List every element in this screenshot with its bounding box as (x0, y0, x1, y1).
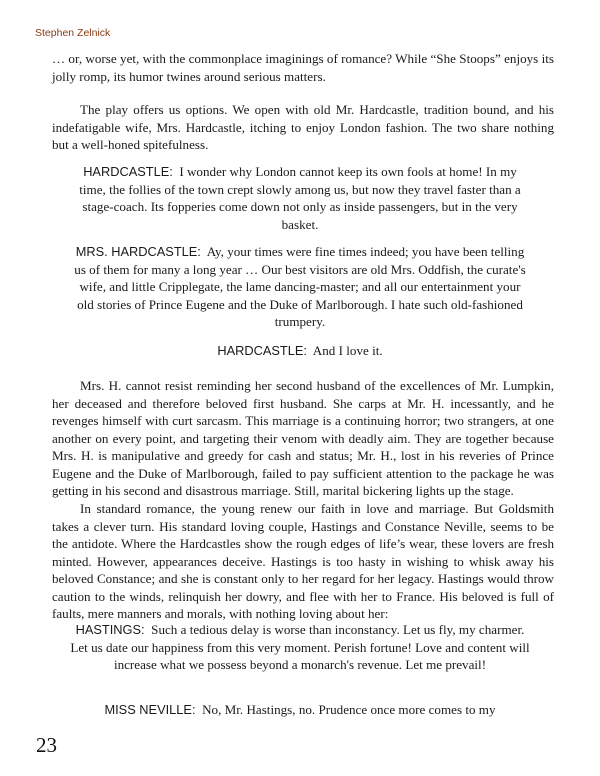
body-paragraph: In standard romance, the young renew our faith in love and marriage. But Goldsmith takes a clever turn. His standard loving couple, Hastings and Constance Neville, seems to be the antidote. Where the Hardcastles show the rough edges of life’s wear, these lovers are fresh minted. However, appearances deceive. Hastings is too hasty in wishing to whisk away his beloved Constance; and she is constant only to her regard for her legacy. Hastings would throw caution to the winds, relinquish her dowry, and flee with her to France. His beloved is full of faults, mere manners and morals, with nothing loving about her: (52, 501, 554, 621)
dialogue-text: I wonder why London cannot keep its own fools at home! In my time, the follies of the town crept slowly among us, but now they travel faster than a stage-coach. Its fopperies come down not only as inside passengers, but in the very basket. (79, 164, 521, 232)
speaker-name: MRS. HARDCASTLE: (75, 244, 201, 259)
speaker-name: HARDCASTLE: (83, 164, 173, 179)
dialogue-quote (70, 621, 530, 674)
dialogue-text: Such a tedious delay is worse than inconstancy. Let us fly, my charmer. Let us date our happiness from this very moment. Perish fortune! Love and content will increase what we possess beyond a monarch's revenue. Let me prevail! (70, 622, 530, 672)
speaker-name: HASTINGS: (75, 622, 145, 637)
dialogue-quote (70, 342, 530, 360)
speaker-name: MISS NEVILLE: (104, 702, 196, 717)
body-paragraph: … or, worse yet, with the commonplace imaginings of romance? While “She Stoops” enjoys its jolly romp, its humor twines around serious matters. (52, 51, 554, 84)
dialogue-quote (70, 243, 530, 331)
dialogue-quote (70, 701, 530, 719)
dialogue-quote (70, 163, 530, 233)
page-number: 23 (36, 733, 57, 757)
running-header-author: Stephen Zelnick (35, 27, 111, 39)
body-paragraph: The play offers us options. We open with old Mr. Hardcastle, tradition bound, and his indefatigable wife, Mrs. Hardcastle, itching to enjoy London fashion. The two share nothing but a well-honed spitefulness. (52, 102, 554, 152)
dialogue-text: And I love it. (312, 343, 383, 358)
speaker-name: HARDCASTLE: (217, 343, 307, 358)
dialogue-text: Ay, your times were fine times indeed; you have been telling us of them for many a long year … Our best visitors are old Mrs. Oddfish, the curate's wife, and little Cripplegate, the lame dancing-master; and all our entertainment your old stories of Prince Eugene and the Duke of Marlborough. I hate such old-fashioned trumpery. (74, 244, 526, 329)
dialogue-text: No, Mr. Hastings, no. Prudence once more comes to my (202, 702, 496, 717)
body-paragraph: Mrs. H. cannot resist reminding her second husband of the excellences of Mr. Lumpkin, her deceased and therefore beloved first husband. She carps at Mr. H. incessantly, and he revenges himself with curt sarcasm. This marriage is a continuing horror; two strangers, at one another on every point, and targeting their venom with deadly aim. They are together because Mrs. H. is manipulative and greedy for cash and status; Mr. H., lost in his reveries of Prince Eugene and the Duke of Marlborough, failed to pay sufficient attention to the package he was getting in his second and disastrous marriage. Still, marital bickering lights up the stage. (52, 378, 554, 498)
